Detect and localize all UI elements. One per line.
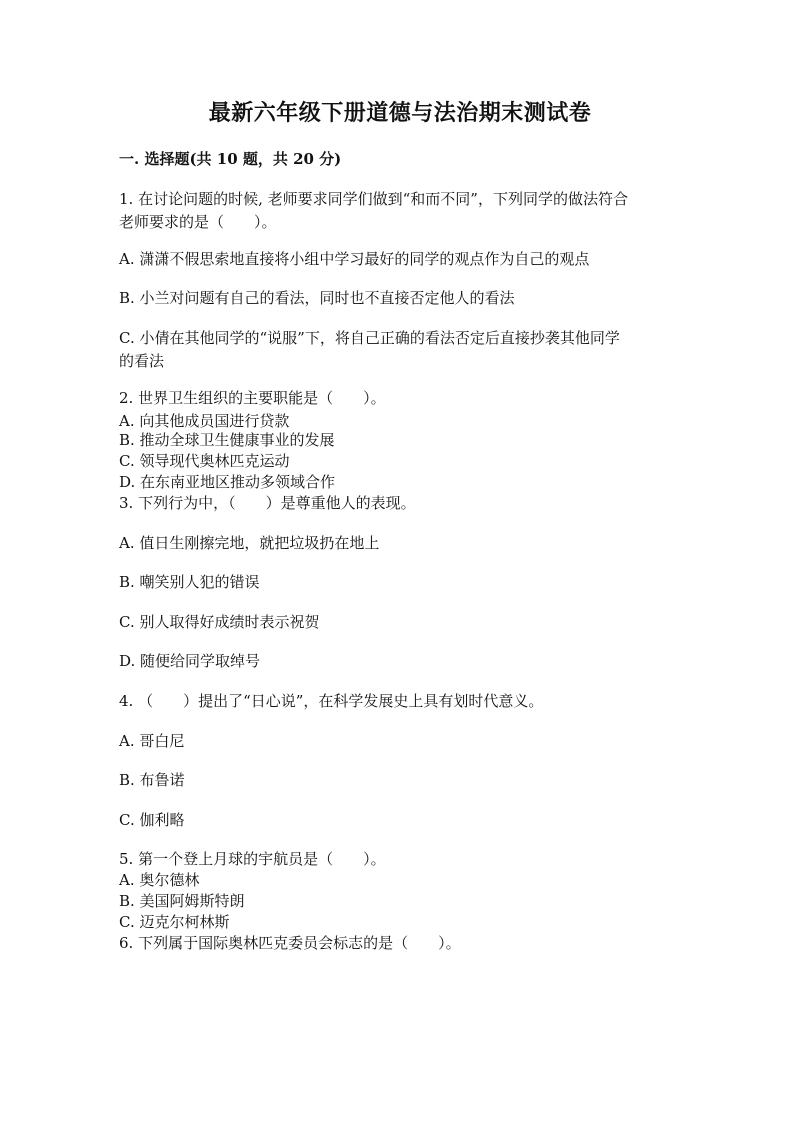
q2-option-d: D. 在东南亚地区推动多领域合作 — [119, 473, 336, 491]
q4-option-a: A. 哥白尼 — [119, 732, 185, 750]
q2-option-b: B. 推动全球卫生健康事业的发展 — [119, 431, 335, 449]
q3-stem: 3. 下列行为中，（ ）是尊重他人的表现。 — [119, 494, 416, 512]
q2-option-a: A. 向其他成员国进行贷款 — [119, 412, 290, 430]
q2-option-c: C. 领导现代奥林匹克运动 — [119, 452, 290, 470]
q3-option-a: A. 值日生刚擦完地，就把垃圾扔在地上 — [119, 534, 380, 552]
q5-option-c: C. 迈克尔柯林斯 — [119, 913, 230, 931]
q5-option-a: A. 奥尔德林 — [119, 871, 200, 889]
q3-option-b: B. 嘲笑别人犯的错误 — [119, 573, 260, 591]
q4-stem: 4. （ ）提出了“日心说”，在科学发展史上具有划时代意义。 — [119, 692, 544, 710]
q1-option-c-line1: C. 小倩在其他同学的“说服”下，将自己正确的看法否定后直接抄袭其他同学 — [119, 329, 620, 347]
q4-option-c: C. 伽利略 — [119, 811, 185, 829]
q5-stem: 5. 第一个登上月球的宇航员是（ ）。 — [119, 850, 386, 868]
q5-option-b: B. 美国阿姆斯特朗 — [119, 892, 245, 910]
q4-option-b: B. 布鲁诺 — [119, 771, 185, 789]
q1-stem-line1: 1. 在讨论问题的时候, 老师要求同学们做到“和而不同”，下列同学的做法符合 — [119, 190, 628, 208]
q3-option-d: D. 随便给同学取绰号 — [119, 652, 261, 670]
q1-option-a: A. 潇潇不假思索地直接将小组中学习最好的同学的观点作为自己的观点 — [119, 250, 590, 268]
q1-option-c-line2: 的看法 — [119, 352, 165, 370]
q3-option-c: C. 别人取得好成绩时表示祝贺 — [119, 613, 320, 631]
q6-stem: 6. 下列属于国际奥林匹克委员会标志的是（ ）。 — [119, 934, 461, 952]
page-title: 最新六年级下册道德与法治期末测试卷 — [208, 100, 592, 126]
section-heading: 一. 选择题(共 10 题，共 20 分) — [119, 150, 342, 168]
q2-stem: 2. 世界卫生组织的主要职能是（ ）。 — [119, 389, 386, 407]
q1-stem-line2: 老师要求的是（ ）。 — [119, 213, 277, 231]
q1-option-b: B. 小兰对问题有自己的看法，同时也不直接否定他人的看法 — [119, 289, 515, 307]
